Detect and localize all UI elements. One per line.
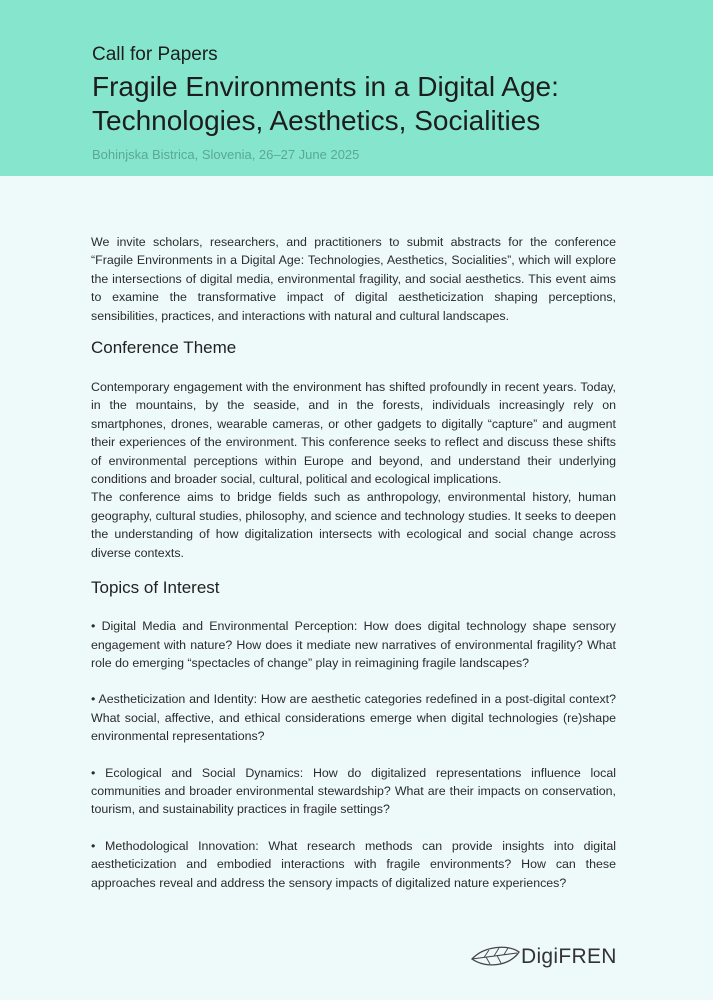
topic-item: • Digital Media and Environmental Perception: How does digital technology shape sensory engagement with nature? How does it mediate new narratives of environmental fragility? What role do emerging “spectacles of change” play in reimagining fragile landscapes?	[91, 619, 616, 670]
theme-paragraph-2: The conference aims to bridge fields such as anthropology, environmental history, human geography, cultural studies, philosophy, and science and technology studies. It seeks to deepen the understanding of how digitalization intersects with ecological and social change across diverse contexts.	[91, 490, 616, 560]
event-location-date: Bohinjska Bistrica, Slovenia, 26–27 June 2025	[92, 147, 360, 162]
call-for-papers-label: Call for Papers	[92, 44, 218, 65]
topic-item: • Aestheticization and Identity: How are aesthetic categories redefined in a post-digital context? What social, affective, and ethical considerations emerge when digital technologies (re)shape environmental representations?	[91, 692, 616, 744]
topic-item: • Methodological Innovation: What research methods can provide insights into digital aestheticization and embodied interactions with fragile environments? How can these approaches reveal and address the sensory impacts of digitalized nature experiences?	[91, 838, 616, 890]
header-banner	[0, 0, 713, 176]
leaf-icon	[470, 942, 520, 972]
theme-paragraph-1: Contemporary engagement with the environment has shifted profoundly in recent years. Today, in the mountains, by the seaside, and in the forests, individuals increasingly rely on smartphones, drones, wearable cameras, or other gadgets to digitally “capture” and augment their experiences of the environment. This conference seeks to reflect and discuss these shifts of environmental perceptions within Europe and beyond, and understand their underlying conditions and broader social, cultural, political and ecological implications.	[91, 380, 616, 487]
page-title: Fragile Environments in a Digital Age: Technologies, Aesthetics, Socialities	[92, 71, 559, 136]
topic-item: • Ecological and Social Dynamics: How do digitalized representations influence local communities and broader environmental stewardship? What are their impacts on conservation, tourism, and sustainability practices in fragile settings?	[91, 765, 616, 817]
topics-heading: Topics of Interest	[91, 578, 220, 598]
conference-theme-heading: Conference Theme	[91, 338, 237, 358]
main-content	[91, 233, 616, 910]
intro-paragraph: We invite scholars, researchers, and practitioners to submit abstracts for the conference “Fragile Environments in a Digital Age: Technologies, Aesthetics, Socialities”, which will explore the intersections of digital media, environmental fragility, and social aesthetics. This event aims to examine the transformative impact of digital aestheticization shaping perceptions, sensibilities, practices, and interactions with natural and cultural landscapes.	[91, 235, 616, 323]
digifren-logo	[470, 940, 620, 974]
logo-wordmark: DigiFREN	[521, 945, 617, 968]
